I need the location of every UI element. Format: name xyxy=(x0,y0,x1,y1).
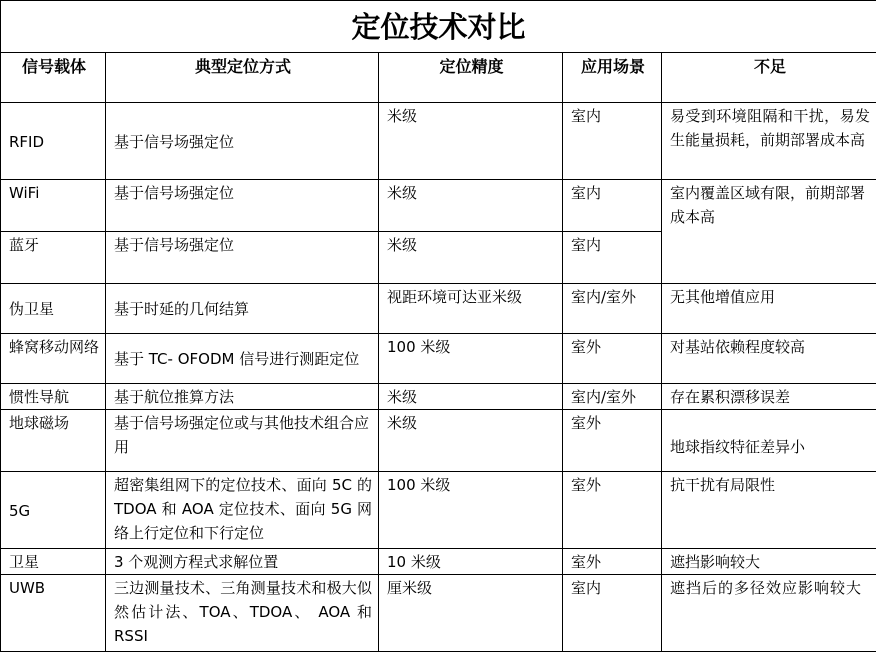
cell-precision: 100 米级 xyxy=(379,472,563,549)
table-row xyxy=(1,334,876,384)
cell-carrier: UWB xyxy=(1,575,106,652)
cell-shortcoming: 遮挡影响较大 xyxy=(662,549,876,575)
cell-method: 三边测量技术、三角测量技术和极大似然估计法、TOA、TDOA、 AOA 和 RSSI xyxy=(106,575,379,652)
table-row xyxy=(1,472,876,549)
header-scene: 应用场景 xyxy=(563,53,662,103)
cell-method: 基于时延的几何结算 xyxy=(106,284,379,334)
cell-method: 基于信号场强定位 xyxy=(106,180,379,232)
cell-carrier: 蓝牙 xyxy=(1,232,106,284)
table-row xyxy=(1,180,876,232)
cell-method: 基于 TC- OFODM 信号进行测距定位 xyxy=(106,334,379,384)
cell-precision: 米级 xyxy=(379,410,563,472)
title-row xyxy=(1,1,876,53)
table-row xyxy=(1,410,876,472)
cell-scene: 室外 xyxy=(563,410,662,472)
cell-scene: 室外 xyxy=(563,472,662,549)
cell-precision: 米级 xyxy=(379,384,563,410)
table-row xyxy=(1,549,876,575)
cell-carrier: 蜂窝移动网络 xyxy=(1,334,106,384)
cell-carrier: RFID xyxy=(1,103,106,180)
table-row xyxy=(1,284,876,334)
header-shortcoming: 不足 xyxy=(662,53,876,103)
cell-scene: 室外 xyxy=(563,334,662,384)
cell-shortcoming: 易受到环境阻隔和干扰，易发生能量损耗，前期部署成本高 xyxy=(662,103,876,180)
cell-method: 超密集组网下的定位技术、面向 5C 的 TDOA 和 AOA 定位技术、面向 5G 网络上行定位和下行定位 xyxy=(106,472,379,549)
cell-precision: 厘米级 xyxy=(379,575,563,652)
header-method: 典型定位方式 xyxy=(106,53,379,103)
cell-scene: 室内/室外 xyxy=(563,284,662,334)
table-row xyxy=(1,103,876,180)
cell-scene: 室内 xyxy=(563,232,662,284)
cell-precision: 100 米级 xyxy=(379,334,563,384)
cell-precision: 米级 xyxy=(379,103,563,180)
header-precision: 定位精度 xyxy=(379,53,563,103)
cell-carrier: 惯性导航 xyxy=(1,384,106,410)
cell-shortcoming: 对基站依赖程度较高 xyxy=(662,334,876,384)
table-row xyxy=(1,384,876,410)
cell-method: 3 个观测方程式求解位置 xyxy=(106,549,379,575)
cell-shortcoming: 无其他增值应用 xyxy=(662,284,876,334)
table-row xyxy=(1,575,876,652)
cell-carrier: 伪卫星 xyxy=(1,284,106,334)
cell-method: 基于信号场强定位 xyxy=(106,103,379,180)
cell-method: 基于信号场强定位或与其他技术组合应用 xyxy=(106,410,379,472)
cell-carrier: 卫星 xyxy=(1,549,106,575)
cell-method: 基于航位推算方法 xyxy=(106,384,379,410)
cell-shortcoming: 室内覆盖区域有限，前期部署成本高 xyxy=(662,180,876,284)
cell-carrier: 5G xyxy=(1,472,106,549)
cell-precision: 米级 xyxy=(379,180,563,232)
cell-scene: 室内 xyxy=(563,103,662,180)
cell-shortcoming: 存在累积漂移误差 xyxy=(662,384,876,410)
cell-method: 基于信号场强定位 xyxy=(106,232,379,284)
cell-shortcoming: 抗干扰有局限性 xyxy=(662,472,876,549)
cell-precision: 米级 xyxy=(379,232,563,284)
header-row xyxy=(1,53,876,103)
table-title: 定位技术对比 xyxy=(1,1,876,53)
cell-shortcoming: 遮挡后的多径效应影响较大 xyxy=(662,575,876,652)
cell-scene: 室内/室外 xyxy=(563,384,662,410)
cell-carrier: WiFi xyxy=(1,180,106,232)
cell-carrier: 地球磁场 xyxy=(1,410,106,472)
cell-scene: 室内 xyxy=(563,575,662,652)
cell-scene: 室外 xyxy=(563,549,662,575)
cell-shortcoming: 地球指纹特征差异小 xyxy=(662,410,876,472)
header-carrier: 信号载体 xyxy=(1,53,106,103)
cell-scene: 室内 xyxy=(563,180,662,232)
cell-precision: 视距环境可达亚米级 xyxy=(379,284,563,334)
cell-precision: 10 米级 xyxy=(379,549,563,575)
